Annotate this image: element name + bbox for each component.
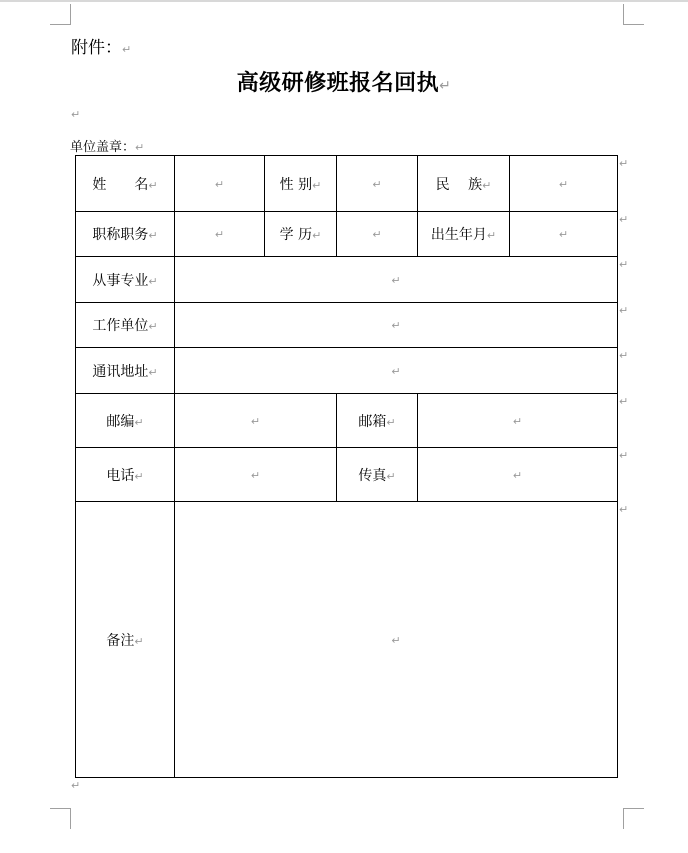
name-field[interactable]: ↵	[175, 156, 265, 212]
postcode-label-cell: 邮编↵	[76, 394, 175, 448]
document-title	[0, 66, 688, 97]
address-label-cell: 通讯地址↵	[76, 348, 175, 394]
seal-text: 单位盖章：	[70, 140, 136, 155]
address-field[interactable]: ↵	[175, 348, 618, 394]
ethnicity-label-cell: 民 族↵	[418, 156, 510, 212]
margin-corner-bottom-right	[623, 808, 644, 829]
job-title-field[interactable]: ↵	[175, 212, 265, 257]
postcode-field[interactable]: ↵	[175, 394, 337, 448]
employer-label-cell: 工作单位↵	[76, 303, 175, 348]
paragraph-mark-icon: ↵	[439, 78, 452, 94]
paragraph-mark-icon: ↵	[71, 779, 81, 792]
page-top-edge	[0, 0, 688, 2]
ethnicity-field[interactable]: ↵	[510, 156, 618, 212]
title-label-cell: 职称职务↵	[76, 212, 175, 257]
remarks-field[interactable]: ↵	[175, 502, 618, 778]
table-row	[76, 394, 618, 448]
table-row	[76, 448, 618, 502]
birth-label-cell: 出生年月↵	[418, 212, 510, 257]
phone-label-cell: 电话↵	[76, 448, 175, 502]
phone-field[interactable]: ↵	[175, 448, 337, 502]
row-end-mark-icon: ↵	[619, 449, 629, 462]
row-end-mark-icon: ↵	[619, 157, 629, 170]
registration-form-table	[75, 155, 618, 778]
row-end-mark-icon: ↵	[619, 213, 629, 226]
margin-corner-top-left	[50, 4, 71, 25]
attachment-label	[71, 33, 131, 58]
attachment-text: 附件：	[71, 38, 122, 58]
gender-label-cell: 性 别↵	[265, 156, 337, 212]
email-field[interactable]: ↵	[418, 394, 618, 448]
paragraph-mark-icon: ↵	[122, 43, 132, 56]
row-end-mark-icon: ↵	[619, 258, 629, 271]
row-end-mark-icon: ↵	[619, 503, 629, 516]
employer-field[interactable]: ↵	[175, 303, 618, 348]
major-field[interactable]: ↵	[175, 257, 618, 303]
table-row	[76, 348, 618, 394]
fax-label-cell: 传真↵	[337, 448, 418, 502]
table-row	[76, 502, 618, 778]
table-row	[76, 156, 618, 212]
table-row	[76, 303, 618, 348]
table-row	[76, 257, 618, 303]
paragraph-mark-icon: ↵	[135, 141, 145, 154]
seal-label	[70, 136, 144, 155]
title-text: 高级研修班报名回执	[236, 70, 440, 96]
major-label-cell: 从事专业↵	[76, 257, 175, 303]
margin-corner-bottom-left	[50, 808, 71, 829]
remarks-label-cell: 备注↵	[76, 502, 175, 778]
name-label-cell: 姓 名↵	[76, 156, 175, 212]
gender-field[interactable]: ↵	[337, 156, 418, 212]
education-field[interactable]: ↵	[337, 212, 418, 257]
row-end-mark-icon: ↵	[619, 304, 629, 317]
birth-date-field[interactable]: ↵	[510, 212, 618, 257]
table-row	[76, 212, 618, 257]
row-end-mark-icon: ↵	[619, 395, 629, 408]
education-label-cell: 学 历↵	[265, 212, 337, 257]
fax-field[interactable]: ↵	[418, 448, 618, 502]
email-label-cell: 邮箱↵	[337, 394, 418, 448]
row-end-mark-icon: ↵	[619, 349, 629, 362]
margin-corner-top-right	[623, 4, 644, 25]
paragraph-mark-icon: ↵	[71, 108, 81, 121]
